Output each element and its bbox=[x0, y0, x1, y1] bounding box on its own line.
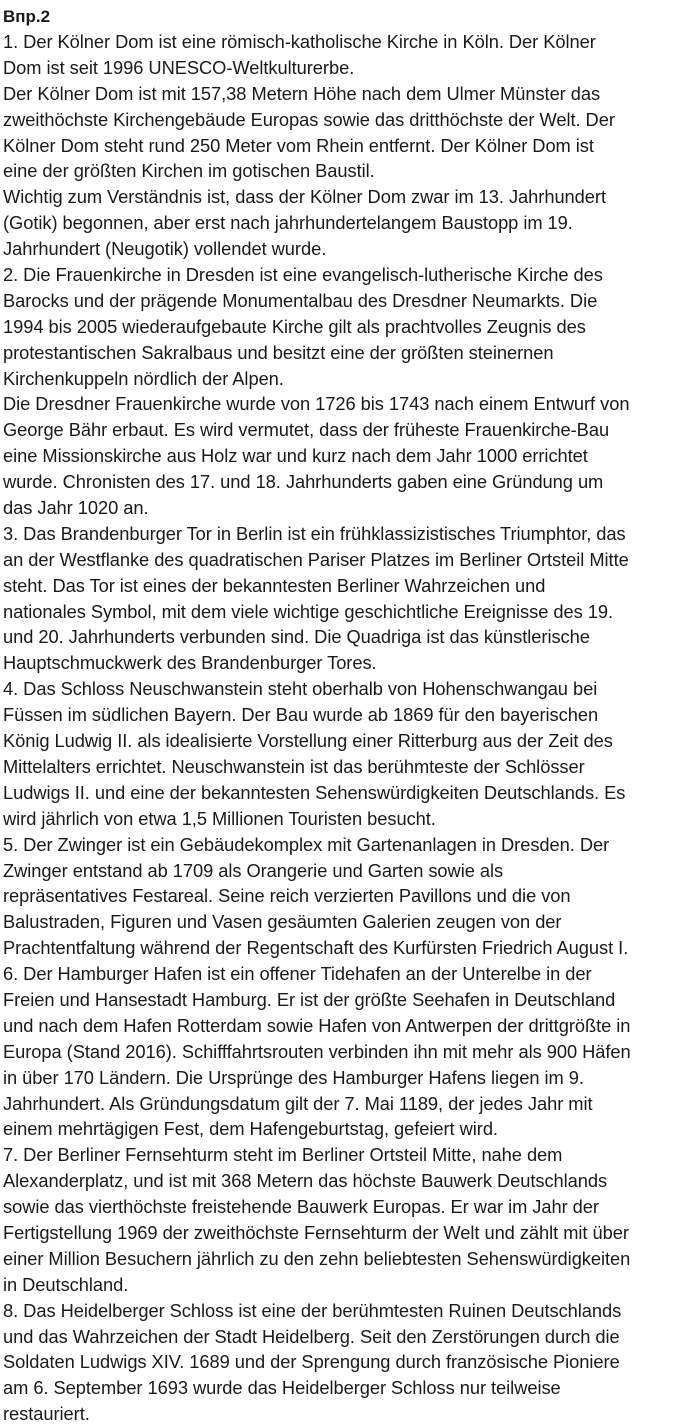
text-line: repräsentatives Festareal. Seine reich verzierten Pavillons und die von bbox=[3, 885, 571, 907]
text-line: in über 170 Ländern. Die Ursprünge des Hamburger Hafens liegen im 9. bbox=[3, 1066, 584, 1088]
text-line: Füssen im südlichen Bayern. Der Bau wurde ab 1869 für den bayerischen bbox=[3, 704, 599, 726]
text-line: das Jahr 1020 an. bbox=[3, 497, 149, 519]
text-line: 4. Das Schloss Neuschwanstein steht oberhalb von Hohenschwangau bei bbox=[3, 678, 598, 700]
text-line: steht. Das Tor ist eines der bekanntesten Berliner Wahrzeichen und bbox=[3, 574, 546, 596]
text-line: 3. Das Brandenburger Tor in Berlin ist ein frühklassizistisches Triumphtor, das bbox=[3, 522, 626, 544]
text-line: Ludwigs II. und eine der bekanntesten Sehenswürdigkeiten Deutschlands. Es bbox=[3, 781, 626, 803]
text-line: einer Million Besuchern jährlich zu den zehn beliebtesten Sehenswürdigkeiten bbox=[3, 1247, 631, 1269]
text-line: 7. Der Berliner Fernsehturm steht im Berliner Ortsteil Mitte, nahe dem bbox=[3, 1144, 563, 1166]
text-line: Prachtentfaltung während der Regentschaft des Kurfürsten Friedrich August I. bbox=[3, 937, 629, 959]
text-line: Mittelalters errichtet. Neuschwanstein ist das berühmteste der Schlösser bbox=[3, 755, 585, 777]
text-line: König Ludwig II. als idealisierte Vorstellung einer Ritterburg aus der Zeit des bbox=[3, 730, 613, 752]
text-line: Jahrhundert. Als Gründungsdatum gilt der 7. Mai 1189, der jedes Jahr mit bbox=[3, 1092, 593, 1114]
text-line: Barocks und der prägende Monumentalbau des Dresdner Neumarkts. Die bbox=[3, 289, 598, 311]
text-line: Wichtig zum Verständnis ist, dass der Kölner Dom zwar im 13. Jahrhundert bbox=[3, 186, 606, 208]
text-line: protestantischen Sakralbaus und besitzt eine der größten steinernen bbox=[3, 341, 554, 363]
text-line: nationales Symbol, mit dem viele wichtige geschichtliche Ereignisse des 19. bbox=[3, 600, 613, 622]
text-line: zweithöchste Kirchengebäude Europas sowie das dritthöchste der Welt. Der bbox=[3, 108, 615, 130]
exercise-title: Впр.2 bbox=[3, 7, 51, 26]
text-line: einem mehrtägigen Fest, dem Hafengeburtstag, gefeiert wird. bbox=[3, 1118, 498, 1140]
text-line: restauriert. bbox=[3, 1403, 90, 1425]
text-line: Hauptschmuckwerk des Brandenburger Tores. bbox=[3, 652, 377, 674]
text-line: wurde. Chronisten des 17. und 18. Jahrhunderts gaben eine Gründung um bbox=[3, 471, 604, 493]
text-line: Europa (Stand 2016). Schifffahrtsrouten verbinden ihn mit mehr als 900 Häfen bbox=[3, 1040, 631, 1062]
document-page bbox=[3, 4, 681, 1427]
text-line: sowie das vierthöchste freistehende Bauwerk Europas. Er war im Jahr der bbox=[3, 1196, 599, 1218]
text-line: Soldaten Ludwigs XIV. 1689 und der Sprengung durch französische Pioniere bbox=[3, 1351, 620, 1373]
text-line: und 20. Jahrhunderts verbunden sind. Die Quadriga ist das künstlerische bbox=[3, 626, 590, 648]
text-line: Jahrhundert (Neugotik) vollendet wurde. bbox=[3, 238, 327, 260]
text-line: 6. Der Hamburger Hafen ist ein offener Tidehafen an der Unterelbe in der bbox=[3, 963, 592, 985]
text-line: Die Dresdner Frauenkirche wurde von 1726 bis 1743 nach einem Entwurf von bbox=[3, 393, 630, 415]
text-line: eine der größten Kirchen im gotischen Baustil. bbox=[3, 160, 375, 182]
text-line: am 6. September 1693 wurde das Heidelberger Schloss nur teilweise bbox=[3, 1377, 561, 1399]
text-line: an der Westflanke des quadratischen Pariser Platzes im Berliner Ortsteil Mitte bbox=[3, 548, 629, 570]
text-line: wird jährlich von etwa 1,5 Millionen Touristen besucht. bbox=[3, 807, 436, 829]
text-line: Kölner Dom steht rund 250 Meter vom Rhein entfernt. Der Kölner Dom ist bbox=[3, 134, 594, 156]
text-line: und das Wahrzeichen der Stadt Heidelberg. Seit den Zerstörungen durch die bbox=[3, 1325, 620, 1347]
text-line: 1. Der Kölner Dom ist eine römisch-katholische Kirche in Köln. Der Kölner bbox=[3, 31, 596, 52]
text-line: Zwinger entstand ab 1709 als Orangerie und Garten sowie als bbox=[3, 859, 504, 881]
text-body bbox=[3, 29, 681, 1427]
text-line: Alexanderplatz, und ist mit 368 Metern das höchste Bauwerk Deutschlands bbox=[3, 1170, 608, 1192]
text-line: 5. Der Zwinger ist ein Gebäudekomplex mit Gartenanlagen in Dresden. Der bbox=[3, 833, 610, 855]
text-line: Der Kölner Dom ist mit 157,38 Metern Höhe nach dem Ulmer Münster das bbox=[3, 82, 601, 104]
text-line: in Deutschland. bbox=[3, 1273, 129, 1295]
text-line: Dom ist seit 1996 UNESCO-Weltkulturerbe. bbox=[3, 56, 355, 78]
text-line: Balustraden, Figuren und Vasen gesäumten Galerien zeugen von der bbox=[3, 911, 562, 933]
text-line: Kirchenkuppeln nördlich der Alpen. bbox=[3, 367, 284, 389]
text-line: 1994 bis 2005 wiederaufgebaute Kirche gilt als prachtvolles Zeugnis des bbox=[3, 315, 586, 337]
text-line: eine Missionskirche aus Holz war und kurz nach dem Jahr 1000 errichtet bbox=[3, 445, 588, 467]
text-line: Fertigstellung 1969 der zweithöchste Fernsehturm der Welt und zählt mit über bbox=[3, 1221, 629, 1243]
text-line: (Gotik) begonnen, aber erst nach jahrhundertelangem Baustopp im 19. bbox=[3, 212, 573, 234]
text-line: Freien und Hansestadt Hamburg. Er ist der größte Seehafen in Deutschland bbox=[3, 988, 616, 1010]
text-line: 8. Das Heidelberger Schloss ist eine der berühmtesten Ruinen Deutschlands bbox=[3, 1299, 622, 1321]
text-line: 2. Die Frauenkirche in Dresden ist eine evangelisch-lutherische Kirche des bbox=[3, 264, 603, 286]
text-line: und nach dem Hafen Rotterdam sowie Hafen von Antwerpen der drittgrößte in bbox=[3, 1014, 631, 1036]
text-line: George Bähr erbaut. Es wird vermutet, dass der früheste Frauenkirche-Bau bbox=[3, 419, 610, 441]
